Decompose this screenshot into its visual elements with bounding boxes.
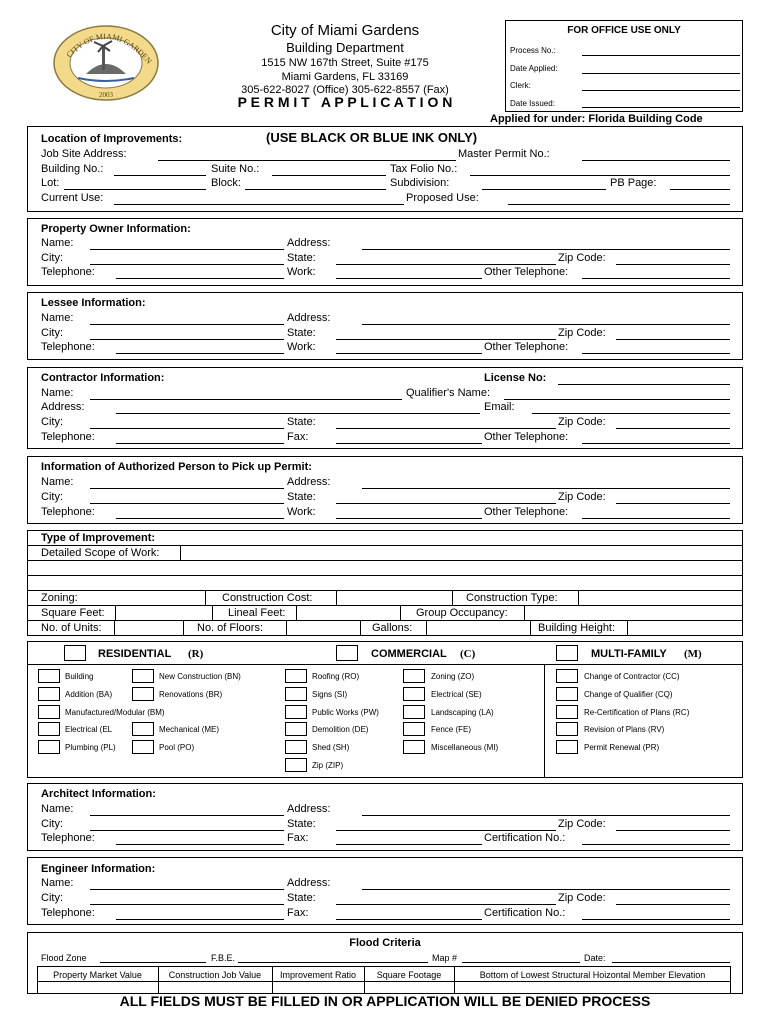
miscellaneous-checkbox[interactable] — [403, 740, 425, 754]
flood-title: Flood Criteria — [349, 937, 421, 949]
engineer-cert-field[interactable] — [582, 919, 730, 920]
proposed-use-label: Proposed Use: — [406, 192, 479, 204]
date-applied-field[interactable] — [582, 73, 740, 74]
process-no-field[interactable] — [582, 55, 740, 56]
architect-fax-label: Fax: — [287, 832, 309, 844]
tax-folio-field[interactable] — [470, 175, 730, 176]
subdivision-label: Subdivision: — [390, 177, 450, 189]
architect-cert-label: Certification No.: — [484, 832, 566, 844]
tax-folio-label: Tax Folio No.: — [390, 163, 458, 175]
work-type-label: Shed (SH) — [312, 743, 350, 752]
demolition-checkbox[interactable] — [285, 722, 307, 736]
architect-zip-field[interactable] — [616, 830, 730, 831]
flood-col-header: Property Market Value — [53, 970, 142, 980]
roofing-checkbox[interactable] — [285, 669, 307, 683]
owner-zip-label: Zip Code: — [558, 252, 606, 264]
multi-family-code: (M) — [684, 648, 702, 660]
engineer-city-field[interactable] — [90, 904, 284, 905]
multi-family-checkbox[interactable] — [556, 645, 578, 661]
electrical-el-checkbox[interactable] — [38, 722, 60, 736]
commercial-code: (C) — [460, 648, 476, 660]
pickup-address-field[interactable] — [362, 488, 730, 489]
work-type-label: Change of Qualifier (CQ) — [584, 690, 673, 699]
work-type-label: Plumbing (PL) — [65, 743, 116, 752]
work-type-label: Addition (BA) — [65, 690, 113, 699]
pb-page-label: PB Page: — [610, 177, 657, 189]
work-type-label: Revision of Plans (RV) — [584, 725, 665, 734]
addition-checkbox[interactable] — [38, 687, 60, 701]
lessee-work-field[interactable] — [336, 353, 482, 354]
current-use-label: Current Use: — [41, 192, 104, 204]
suite-no-label: Suite No.: — [211, 163, 260, 175]
owner-other-tel-label: Other Telephone: — [484, 266, 569, 278]
scope-field-line2[interactable] — [28, 561, 742, 574]
pickup-work-label: Work: — [287, 506, 316, 518]
work-type-label: Pool (PO) — [159, 743, 195, 752]
renovations-checkbox[interactable] — [132, 687, 154, 701]
lessee-zip-field[interactable] — [616, 339, 730, 340]
mechanical-checkbox[interactable] — [132, 722, 154, 736]
engineer-address-field[interactable] — [362, 889, 730, 890]
property-market-value-field[interactable] — [38, 982, 157, 993]
work-type-label: Manufactured/Modular (BM) — [65, 708, 165, 717]
owner-address-label: Address: — [287, 237, 331, 249]
dept-name: Building Department — [286, 40, 404, 55]
footer-warning: ALL FIELDS MUST BE FILLED IN OR APPLICATION WILL BE DENIED PROCESS — [119, 993, 651, 1009]
flood-col-header: Square Footage — [376, 970, 442, 980]
engineer-state-field[interactable] — [336, 904, 556, 905]
owner-zip-field[interactable] — [616, 264, 730, 265]
new-construction-checkbox[interactable] — [132, 669, 154, 683]
engineer-zip-label: Zip Code: — [558, 892, 606, 904]
cost-label: Construction Cost: — [222, 592, 313, 604]
owner-telephone-field[interactable] — [116, 278, 284, 279]
contractor-state-label: State: — [287, 416, 316, 428]
contractor-email-field[interactable] — [532, 413, 730, 414]
logo-top-text: CITY OF MIAMI GARDEN — [64, 31, 154, 66]
lessee-telephone-field[interactable] — [116, 353, 284, 354]
work-type-label: Signs (SI) — [312, 690, 348, 699]
owner-city-field[interactable] — [90, 264, 284, 265]
contractor-telephone-field[interactable] — [116, 443, 284, 444]
map-label: Map # — [432, 953, 458, 963]
qualifier-label: Qualifier's Name: — [406, 387, 491, 399]
owner-name-field[interactable] — [90, 249, 284, 250]
job-site-field[interactable] — [158, 160, 456, 161]
address-line1: 1515 NW 167th Street, Suite #175 — [261, 57, 429, 69]
contractor-fax-field[interactable] — [336, 443, 482, 444]
shed-checkbox[interactable] — [285, 740, 307, 754]
occupancy-label: Group Occupancy: — [416, 607, 508, 619]
contractor-telephone-label: Telephone: — [41, 431, 95, 443]
public-works-checkbox[interactable] — [285, 705, 307, 719]
lessee-state-label: State: — [287, 327, 316, 339]
pickup-city-label: City: — [41, 491, 63, 503]
lessee-state-field[interactable] — [336, 339, 556, 340]
architect-state-label: State: — [287, 818, 316, 830]
work-type-label: Public Works (PW) — [312, 708, 379, 717]
architect-address-label: Address: — [287, 803, 331, 815]
change-contractor-checkbox[interactable] — [556, 669, 578, 683]
fence-checkbox[interactable] — [403, 722, 425, 736]
work-type-label: Miscellaneous (MI) — [431, 743, 499, 752]
master-permit-label: Master Permit No.: — [458, 148, 550, 160]
work-type-label: Renovations (BR) — [159, 690, 223, 699]
contractor-address-field[interactable] — [116, 413, 480, 414]
zip-checkbox[interactable] — [285, 758, 307, 772]
ink-notice: (USE BLACK OR BLUE INK ONLY) — [266, 130, 478, 145]
city-seal-logo — [52, 24, 160, 102]
flood-zone-field[interactable] — [100, 962, 206, 963]
building-checkbox[interactable] — [38, 669, 60, 683]
process-no-label: Process No.: — [510, 46, 556, 55]
work-type-label: Fence (FE) — [431, 725, 472, 734]
job-site-label: Job Site Address: — [41, 148, 127, 160]
lessee-name-label: Name: — [41, 312, 74, 324]
zoning-label: Zoning: — [41, 592, 78, 604]
proposed-use-field[interactable] — [508, 204, 730, 205]
lessee-city-field[interactable] — [90, 339, 284, 340]
work-type-label: Electrical (SE) — [431, 690, 482, 699]
architect-address-field[interactable] — [362, 815, 730, 816]
map-field[interactable] — [462, 962, 580, 963]
location-heading: Location of Improvements: — [41, 133, 183, 145]
city-name: City of Miami Gardens — [270, 22, 420, 39]
residential-code: (R) — [188, 648, 204, 660]
qualifier-field[interactable] — [504, 399, 730, 400]
fbe-label: F.B.E. — [211, 953, 236, 963]
pb-page-field[interactable] — [670, 189, 730, 190]
pickup-telephone-label: Telephone: — [41, 506, 95, 518]
contractor-other-tel-label: Other Telephone: — [484, 431, 569, 443]
revision-checkbox[interactable] — [556, 722, 578, 736]
linear-label: Lineal Feet: — [228, 607, 286, 619]
block-field[interactable] — [245, 189, 386, 190]
signs-checkbox[interactable] — [285, 687, 307, 701]
applied-under: Applied for under: Florida Building Code — [490, 113, 703, 125]
lessee-city-label: City: — [41, 327, 63, 339]
engineer-address-label: Address: — [287, 877, 331, 889]
improvement-ratio-field[interactable] — [273, 982, 363, 993]
contractor-state-field[interactable] — [336, 428, 556, 429]
building-no-label: Building No.: — [41, 163, 104, 175]
contractor-heading: Contractor Information: — [41, 372, 165, 384]
engineer-cert-label: Certification No.: — [484, 907, 566, 919]
pickup-address-label: Address: — [287, 476, 331, 488]
contractor-city-label: City: — [41, 416, 63, 428]
work-type-label: Building — [65, 672, 94, 681]
contractor-zip-field[interactable] — [616, 428, 730, 429]
owner-work-label: Work: — [287, 266, 316, 278]
scope-field[interactable] — [182, 546, 742, 559]
height-label: Building Height: — [538, 622, 616, 634]
phone-line: 305-622-8027 (Office) 305-622-8557 (Fax) — [241, 84, 449, 96]
master-permit-field[interactable] — [582, 160, 730, 161]
change-qualifier-checkbox[interactable] — [556, 687, 578, 701]
clerk-label: Clerk: — [510, 81, 531, 90]
engineer-telephone-label: Telephone: — [41, 907, 95, 919]
pickup-other-tel-label: Other Telephone: — [484, 506, 569, 518]
architect-telephone-label: Telephone: — [41, 832, 95, 844]
lessee-other-tel-field[interactable] — [582, 353, 730, 354]
multi-family-label: MULTI-FAMILY — [591, 648, 667, 660]
lessee-work-label: Work: — [287, 341, 316, 353]
contractor-email-label: Email: — [484, 401, 515, 413]
engineer-fax-field[interactable] — [336, 919, 482, 920]
permit-renewal-checkbox[interactable] — [556, 740, 578, 754]
block-label: Block: — [211, 177, 241, 189]
lowest-member-elevation-field[interactable] — [455, 982, 730, 993]
work-type-label: Zoning (ZO) — [431, 672, 475, 681]
work-type-label: Change of Contractor (CC) — [584, 672, 680, 681]
lessee-other-tel-label: Other Telephone: — [484, 341, 569, 353]
work-type-label: Zip (ZIP) — [312, 761, 344, 770]
building-no-field[interactable] — [114, 175, 206, 176]
current-use-field[interactable] — [114, 204, 404, 205]
manufactured-checkbox[interactable] — [38, 705, 60, 719]
owner-heading: Property Owner Information: — [41, 223, 191, 235]
work-type-label: Mechanical (ME) — [159, 725, 220, 734]
engineer-city-label: City: — [41, 892, 63, 904]
owner-telephone-label: Telephone: — [41, 266, 95, 278]
pickup-zip-field[interactable] — [616, 503, 730, 504]
work-type-label: Electrical (EL — [65, 725, 113, 734]
lessee-telephone-label: Telephone: — [41, 341, 95, 353]
lessee-zip-label: Zip Code: — [558, 327, 606, 339]
engineer-heading: Engineer Information: — [41, 863, 156, 875]
contractor-name-field[interactable] — [90, 399, 402, 400]
date-applied-label: Date Applied: — [510, 64, 558, 73]
pickup-work-field[interactable] — [336, 518, 482, 519]
architect-heading: Architect Information: — [41, 788, 156, 800]
pickup-zip-label: Zip Code: — [558, 491, 606, 503]
pickup-other-tel-field[interactable] — [582, 518, 730, 519]
recertification-checkbox[interactable] — [556, 705, 578, 719]
license-field[interactable] — [558, 384, 730, 385]
gallons-label: Gallons: — [372, 622, 413, 634]
pickup-city-field[interactable] — [90, 503, 284, 504]
ctype-label: Construction Type: — [466, 592, 558, 604]
pickup-name-label: Name: — [41, 476, 74, 488]
architect-cert-field[interactable] — [582, 844, 730, 845]
engineer-fax-label: Fax: — [287, 907, 309, 919]
landscaping-checkbox[interactable] — [403, 705, 425, 719]
subdivision-field[interactable] — [482, 189, 606, 190]
residential-checkbox[interactable] — [64, 645, 86, 661]
contractor-zip-label: Zip Code: — [558, 416, 606, 428]
scope-label: Detailed Scope of Work: — [41, 547, 160, 559]
pickup-telephone-field[interactable] — [116, 518, 284, 519]
improvement-heading: Type of Improvement: — [41, 532, 156, 544]
commercial-label: COMMERCIAL — [371, 648, 447, 660]
owner-name-label: Name: — [41, 237, 74, 249]
work-type-label: Re-Certification of Plans (RC) — [584, 708, 690, 717]
pickup-state-field[interactable] — [336, 503, 556, 504]
flood-date-label: Date: — [584, 953, 606, 963]
pickup-state-label: State: — [287, 491, 316, 503]
square-footage-field[interactable] — [365, 982, 453, 993]
flood-col-header: Bottom of Lowest Structural Hoizontal Member Elevation — [479, 970, 706, 980]
date-issued-field[interactable] — [582, 107, 740, 108]
license-label: License No: — [484, 372, 547, 384]
electrical-se-checkbox[interactable] — [403, 687, 425, 701]
work-type-label: Permit Renewal (PR) — [584, 743, 660, 752]
date-issued-label: Date Issued: — [510, 99, 555, 108]
architect-city-label: City: — [41, 818, 63, 830]
architect-name-label: Name: — [41, 803, 74, 815]
work-type-label: New Construction (BN) — [159, 672, 241, 681]
commercial-checkbox[interactable] — [336, 645, 358, 661]
suite-no-field[interactable] — [272, 175, 386, 176]
address-line2: Miami Gardens, FL 33169 — [281, 71, 409, 83]
fbe-field[interactable] — [238, 962, 428, 963]
clerk-field[interactable] — [582, 90, 740, 91]
lessee-heading: Lessee Information: — [41, 297, 146, 309]
plumbing-checkbox[interactable] — [38, 740, 60, 754]
lessee-name-field[interactable] — [90, 324, 284, 325]
office-use-title: FOR OFFICE USE ONLY — [567, 25, 681, 36]
pool-checkbox[interactable] — [132, 740, 154, 754]
owner-city-label: City: — [41, 252, 63, 264]
owner-address-field[interactable] — [362, 249, 730, 250]
engineer-telephone-field[interactable] — [116, 919, 284, 920]
contractor-name-label: Name: — [41, 387, 74, 399]
pickup-name-field[interactable] — [90, 488, 284, 489]
engineer-state-label: State: — [287, 892, 316, 904]
architect-state-field[interactable] — [336, 830, 556, 831]
zoning-checkbox[interactable] — [403, 669, 425, 683]
flood-col-header: Improvement Ratio — [279, 970, 357, 980]
contractor-address-label: Address: — [41, 401, 85, 413]
lessee-address-field[interactable] — [362, 324, 730, 325]
flood-zone-label: Flood Zone — [41, 953, 87, 963]
engineer-zip-field[interactable] — [616, 904, 730, 905]
contractor-city-field[interactable] — [90, 428, 284, 429]
units-label: No. of Units: — [41, 622, 102, 634]
sqft-label: Square Feet: — [41, 607, 105, 619]
engineer-name-label: Name: — [41, 877, 74, 889]
work-type-label: Roofing (RO) — [312, 672, 360, 681]
construction-job-value-field[interactable] — [159, 982, 271, 993]
architect-telephone-field[interactable] — [116, 844, 284, 845]
residential-label: RESIDENTIAL — [98, 648, 172, 660]
owner-other-tel-field[interactable] — [582, 278, 730, 279]
architect-fax-field[interactable] — [336, 844, 482, 845]
architect-city-field[interactable] — [90, 830, 284, 831]
owner-state-field[interactable] — [336, 264, 556, 265]
architect-name-field[interactable] — [90, 815, 284, 816]
flood-col-header: Construction Job Value — [168, 970, 262, 980]
lot-field[interactable] — [64, 189, 206, 190]
form-title: P E R M I T A P P L I C A T I O N — [237, 94, 453, 110]
logo-year: 2003 — [99, 91, 113, 99]
contractor-other-tel-field[interactable] — [582, 443, 730, 444]
work-type-label: Landscaping (LA) — [431, 708, 494, 717]
floors-label: No. of Floors: — [197, 622, 264, 634]
owner-state-label: State: — [287, 252, 316, 264]
lessee-address-label: Address: — [287, 312, 331, 324]
engineer-name-field[interactable] — [90, 889, 284, 890]
work-type-label: Demolition (DE) — [312, 725, 369, 734]
owner-work-field[interactable] — [336, 278, 482, 279]
scope-field-line3[interactable] — [28, 576, 742, 589]
flood-date-field[interactable] — [612, 962, 730, 963]
contractor-fax-label: Fax: — [287, 431, 309, 443]
pickup-heading: Information of Authorized Person to Pick up Permit: — [41, 461, 312, 473]
architect-zip-label: Zip Code: — [558, 818, 606, 830]
lot-label: Lot: — [41, 177, 60, 189]
